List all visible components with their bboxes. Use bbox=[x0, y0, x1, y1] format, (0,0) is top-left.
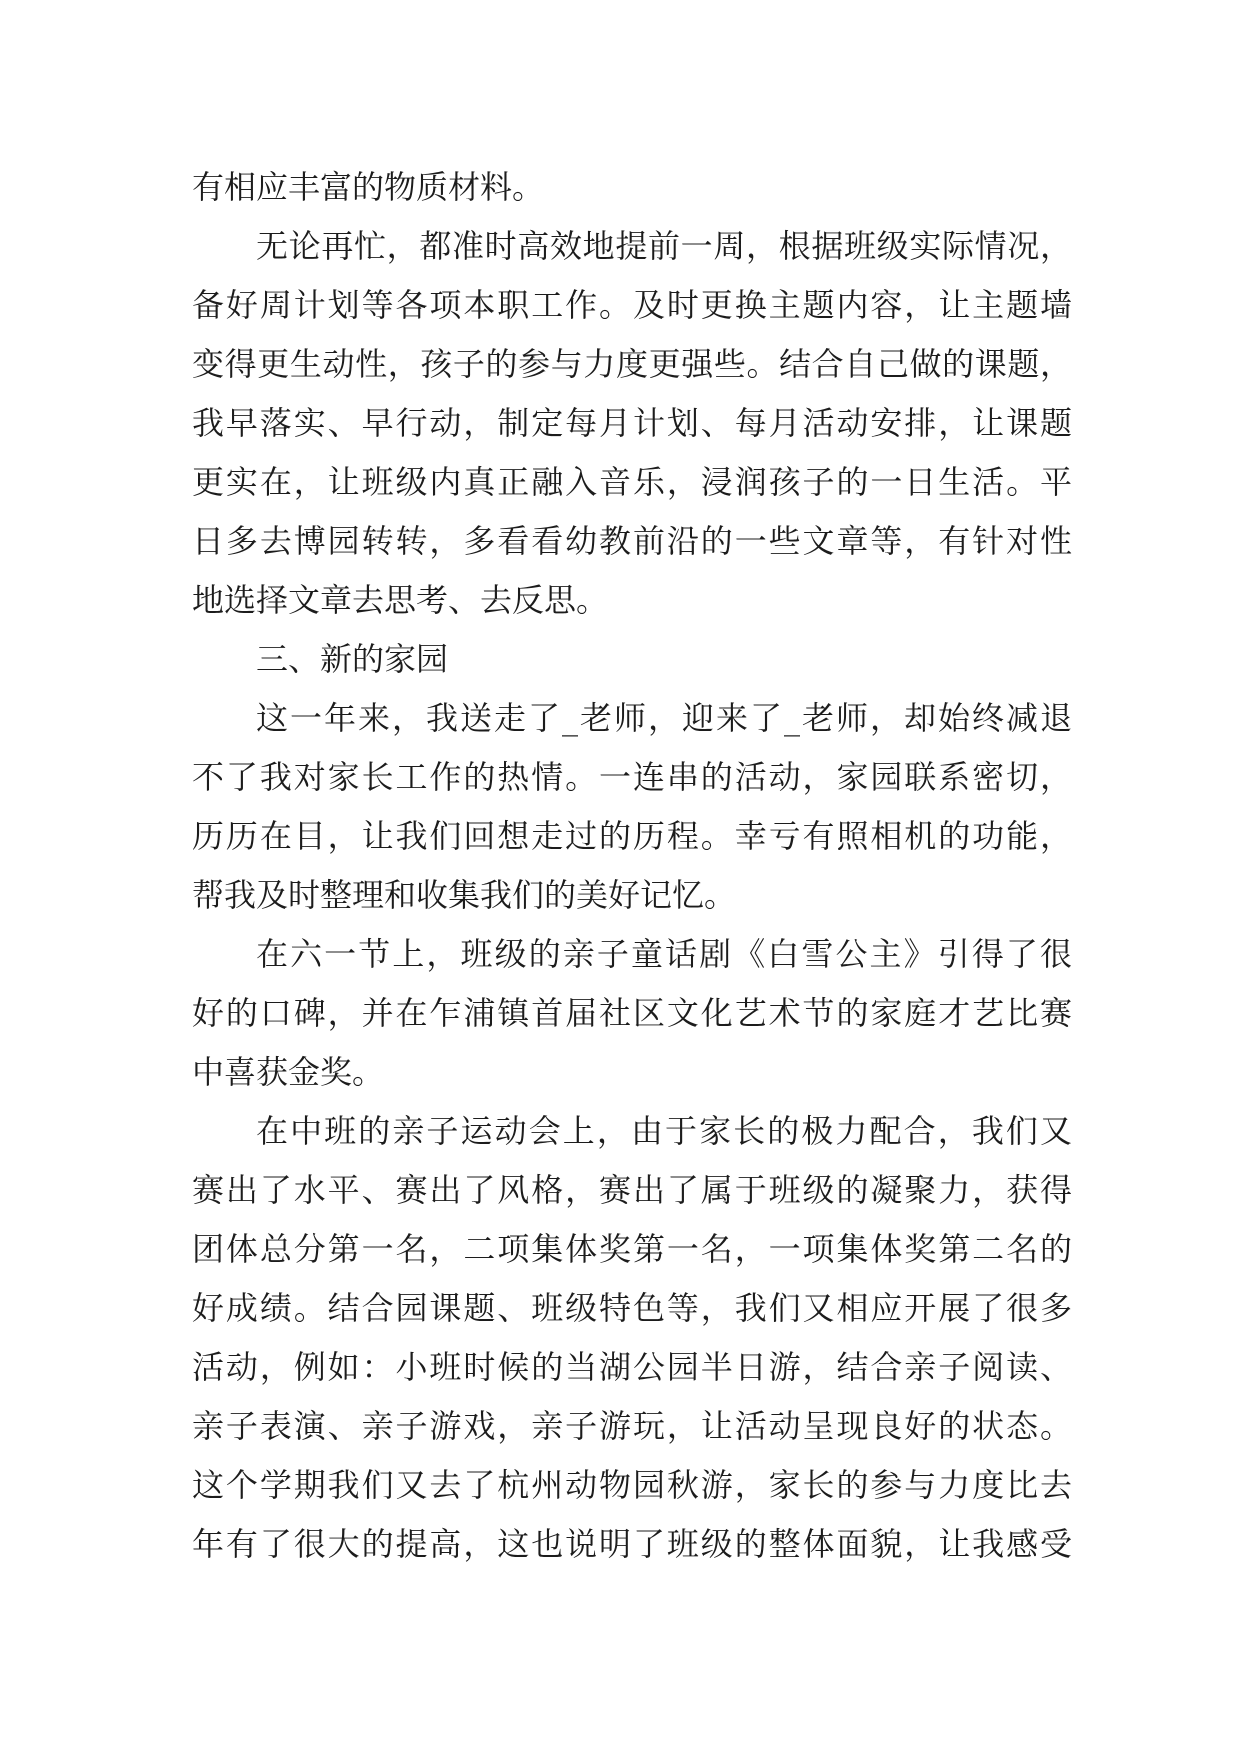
text-line: 变得更生动性，孩子的参与力度更强些。结合自己做的课题， bbox=[192, 345, 1072, 383]
text-line: 日多去博园转转，多看看幼教前沿的一些文章等，有针对性 bbox=[192, 522, 1072, 560]
text-line: 我早落实、早行动，制定每月计划、每月活动安排，让课题 bbox=[192, 404, 1072, 442]
paragraph-first-line: 无论再忙，都准时高效地提前一周，根据班级实际情况， bbox=[256, 227, 1072, 265]
text-line: 地选择文章去思考、去反思。 bbox=[192, 581, 609, 619]
text-line: 赛出了水平、赛出了风格，赛出了属于班级的凝聚力，获得 bbox=[192, 1171, 1072, 1209]
text-line: 更实在，让班级内真正融入音乐，浸润孩子的一日生活。平 bbox=[192, 463, 1072, 501]
document-body bbox=[192, 158, 1072, 1574]
section-heading: 三、新的家园 bbox=[256, 640, 449, 678]
text-line: 历历在目，让我们回想走过的历程。幸亏有照相机的功能， bbox=[192, 817, 1072, 855]
text-line: 好的口碑，并在乍浦镇首届社区文化艺术节的家庭才艺比赛 bbox=[192, 994, 1072, 1032]
text-line: 亲子表演、亲子游戏，亲子游玩，让活动呈现良好的状态。 bbox=[192, 1407, 1072, 1445]
text-line: 帮我及时整理和收集我们的美好记忆。 bbox=[192, 876, 737, 914]
text-line: 不了我对家长工作的热情。一连串的活动，家园联系密切， bbox=[192, 758, 1072, 796]
text-line: 好成绩。结合园课题、班级特色等，我们又相应开展了很多 bbox=[192, 1289, 1072, 1327]
text-line: 有相应丰富的物质材料。 bbox=[192, 168, 545, 206]
text-line: 备好周计划等各项本职工作。及时更换主题内容，让主题墙 bbox=[192, 286, 1072, 324]
text-line: 这个学期我们又去了杭州动物园秋游，家长的参与力度比去 bbox=[192, 1466, 1072, 1504]
text-line: 中喜获金奖。 bbox=[192, 1053, 385, 1091]
paragraph-first-line: 在六一节上，班级的亲子童话剧《白雪公主》引得了很 bbox=[256, 935, 1072, 973]
text-line: 团体总分第一名，二项集体奖第一名，一项集体奖第二名的 bbox=[192, 1230, 1072, 1268]
text-line: 年有了很大的提高，这也说明了班级的整体面貌，让我感受 bbox=[192, 1525, 1072, 1563]
paragraph-first-line: 这一年来，我送走了_老师，迎来了_老师，却始终减退 bbox=[256, 699, 1072, 737]
text-line: 活动，例如：小班时候的当湖公园半日游，结合亲子阅读、 bbox=[192, 1348, 1072, 1386]
paragraph-first-line: 在中班的亲子运动会上，由于家长的极力配合，我们又 bbox=[256, 1112, 1072, 1150]
